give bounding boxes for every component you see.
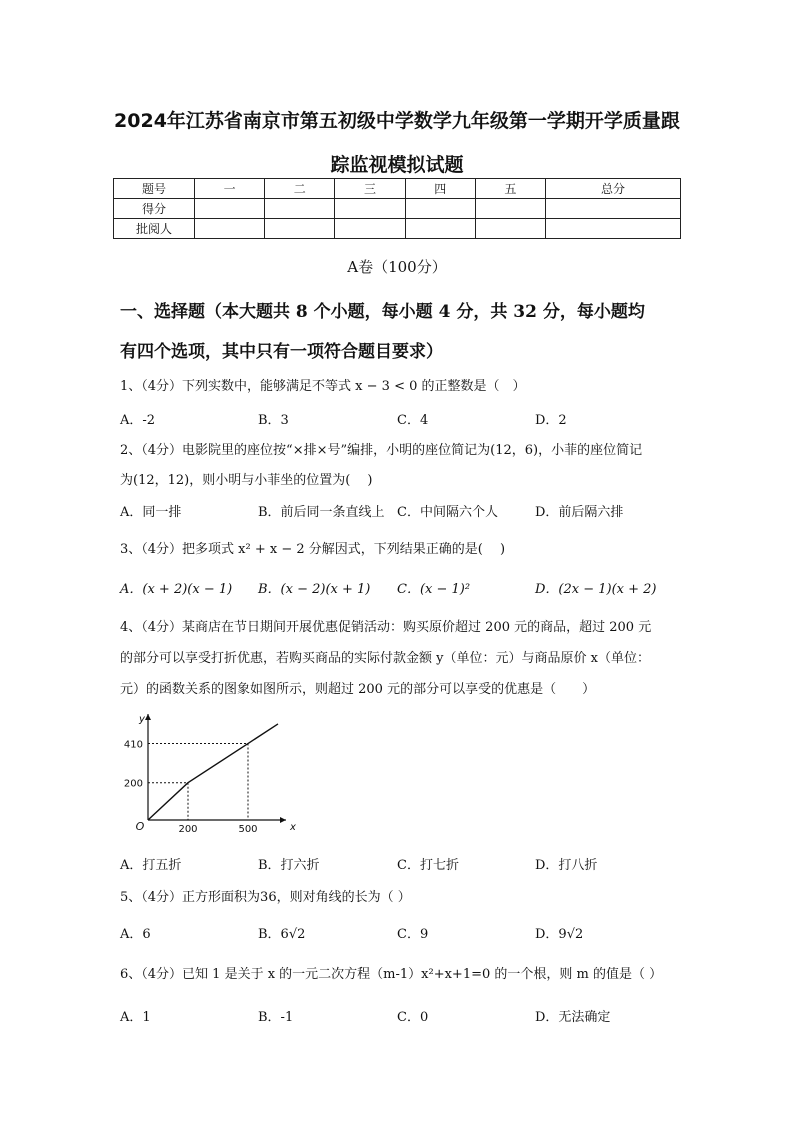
question-4-option-a: A．打五折 xyxy=(120,858,182,873)
question-2-option-b: B．前后同一条直线上 xyxy=(258,505,385,520)
section-a-title: A卷（100分） xyxy=(347,258,447,276)
score-header-cell: 题号 xyxy=(114,179,195,199)
question-4-option-c: C．打七折 xyxy=(397,858,459,873)
reviewer-row xyxy=(114,219,681,239)
score-cell xyxy=(475,199,545,219)
reviewer-cell xyxy=(546,219,681,239)
score-table xyxy=(113,178,681,239)
question-2-stem-line2: 为(12，12)，则小明与小菲坐的位置为( ) xyxy=(120,473,373,488)
question-3-option-b: B．(x − 2)(x + 1) xyxy=(258,582,371,597)
question-3-stem: 3、（4分）把多项式 x² + x − 2 分解因式，下列结果正确的是( ) xyxy=(120,542,506,557)
question-1-option-b: B．3 xyxy=(258,413,289,428)
origin-label: O xyxy=(135,820,145,833)
score-header-cell: 二 xyxy=(265,179,335,199)
question-1-option-c: C．4 xyxy=(397,413,429,428)
question-3-option-d: D．(2x − 1)(x + 2) xyxy=(535,582,657,597)
y-axis-label: y xyxy=(139,714,145,725)
question-4-option-b: B．打六折 xyxy=(258,858,320,873)
question-6-option-b: B．-1 xyxy=(258,1010,294,1025)
exam-title-line1: 2024年江苏省南京市第五初级中学数学九年级第一学期开学质量跟 xyxy=(114,110,680,132)
part1-heading-line2: 有四个选项，其中只有一项符合题目要求） xyxy=(120,342,443,362)
series-line xyxy=(148,724,278,820)
question-5-option-c: C．9 xyxy=(397,927,429,942)
reviewer-cell xyxy=(195,219,265,239)
score-header-cell: 四 xyxy=(405,179,475,199)
score-header-cell: 五 xyxy=(475,179,545,199)
reviewer-cell xyxy=(265,219,335,239)
x-axis-arrow xyxy=(280,817,286,823)
question-1-option-a: A．-2 xyxy=(120,413,156,428)
score-cell xyxy=(195,199,265,219)
question-5-option-b: B．6√2 xyxy=(258,927,306,942)
question-1-option-d: D．2 xyxy=(535,413,567,428)
x-tick-label: 200 xyxy=(178,824,198,835)
score-cell xyxy=(265,199,335,219)
part1-heading-line1: 一、选择题（本大题共 8 个小题，每小题 4 分，共 32 分，每小题均 xyxy=(120,302,645,322)
question-4-stem-line2: 的部分可以享受打折优惠，若购买商品的实际付款金额 y（单位：元）与商品原价 x（单位： xyxy=(120,651,650,666)
score-header-cell: 总分 xyxy=(546,179,681,199)
score-row xyxy=(114,199,681,219)
question-6-option-c: C．0 xyxy=(397,1010,429,1025)
y-tick-label: 200 xyxy=(123,778,143,790)
price-function-graph xyxy=(118,708,298,838)
y-axis-arrow xyxy=(145,714,151,720)
question-4-option-d: D．打八折 xyxy=(535,858,598,873)
score-table-header-row xyxy=(114,179,681,199)
x-tick-label: 500 xyxy=(238,824,258,835)
question-5-option-a: A．6 xyxy=(120,927,151,942)
exam-title-line2: 踪监视模拟试题 xyxy=(330,154,464,176)
question-4-stem-line3: 元）的函数关系的图象如图所示，则超过 200 元的部分可以享受的优惠是（ ） xyxy=(120,682,596,697)
question-2-stem-line1: 2、（4分）电影院里的座位按“×排×号”编排，小明的座位简记为(12，6)，小菲的座位简记 xyxy=(120,443,643,458)
score-cell xyxy=(335,199,405,219)
question-1-stem: 1、（4分）下列实数中，能够满足不等式 x − 3 < 0 的正整数是（ ） xyxy=(120,379,526,394)
question-6-option-d: D．无法确定 xyxy=(535,1010,611,1025)
question-3-option-a: A．(x + 2)(x − 1) xyxy=(120,582,233,597)
score-header-cell: 一 xyxy=(195,179,265,199)
question-3-option-c: C．(x − 1)² xyxy=(397,582,471,597)
question-5-option-d: D．9√2 xyxy=(535,927,584,942)
question-6-option-a: A．1 xyxy=(120,1010,151,1025)
question-4-stem-line1: 4、（4分）某商店在节日期间开展优惠促销活动：购买原价超过 200 元的商品，超过 200 元 xyxy=(120,620,652,635)
score-header-cell: 三 xyxy=(335,179,405,199)
y-tick-label: 410 xyxy=(123,739,143,751)
question-2-option-d: D．前后隔六排 xyxy=(535,505,624,520)
question-6-stem: 6、（4分）已知 1 是关于 x 的一元二次方程（m-1）x²+x+1=0 的一个根，则 m 的值是（ ） xyxy=(120,967,663,982)
reviewer-cell xyxy=(335,219,405,239)
score-cell xyxy=(405,199,475,219)
x-axis-label: x xyxy=(290,822,296,833)
question-2-option-a: A．同一排 xyxy=(120,505,182,520)
reviewer-cell xyxy=(405,219,475,239)
score-cell xyxy=(546,199,681,219)
question-2-option-c: C．中间隔六个人 xyxy=(397,505,498,520)
reviewer-row-label: 批阅人 xyxy=(114,219,195,239)
question-5-stem: 5、（4分）正方形面积为36，则对角线的长为（ ） xyxy=(120,890,411,905)
reviewer-cell xyxy=(475,219,545,239)
score-row-label: 得分 xyxy=(114,199,195,219)
